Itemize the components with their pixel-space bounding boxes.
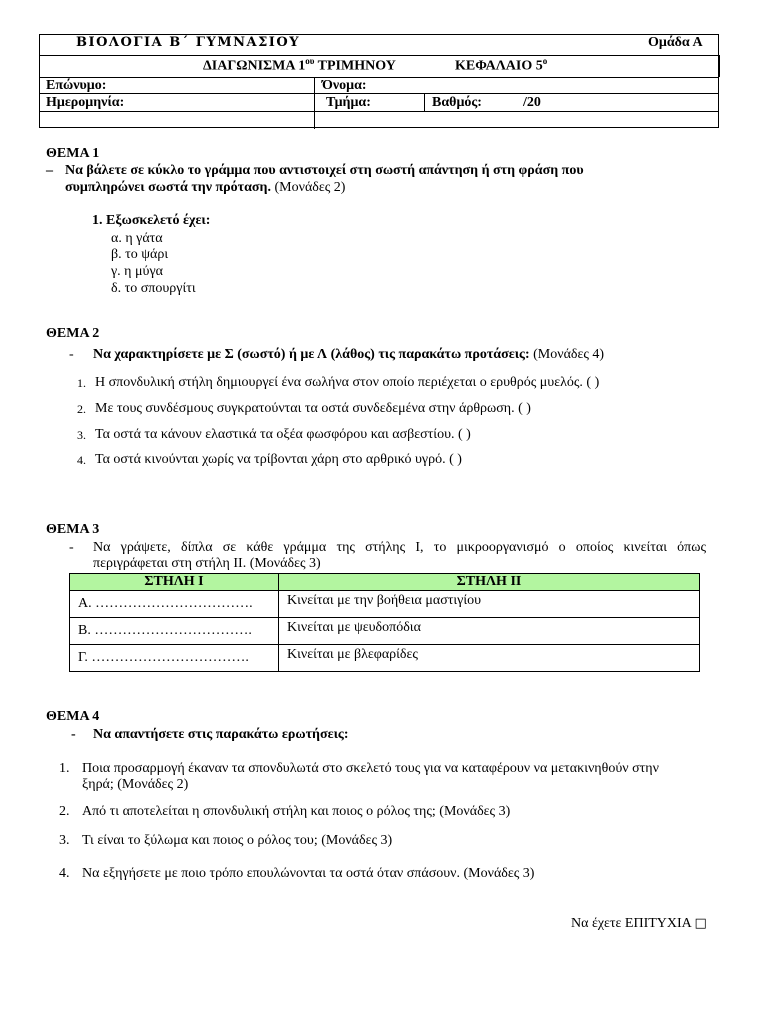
column-header: ΣΤΗΛΗ ΙΙ <box>279 574 700 591</box>
grade-label: Βαθμός: <box>432 95 482 110</box>
theme1-points: (Μονάδες 2) <box>271 180 346 195</box>
chapter-sup: ο <box>542 56 548 66</box>
option-item: α. η γάτα <box>111 231 163 246</box>
theme4-title: ΘΕΜΑ 4 <box>46 709 100 724</box>
table-cell: Κινείται με ψευδοπόδια <box>279 618 700 645</box>
surname-label: Επώνυμο: <box>46 78 107 93</box>
list-number: 1. <box>59 761 70 776</box>
theme2-dash: - <box>69 347 74 362</box>
theme4-dash: - <box>71 727 76 742</box>
theme2-instruction-text: Να χαρακτηρίσετε με Σ (σωστό) ή με Λ (λάθος) τις παρακάτω προτάσεις: <box>93 347 530 362</box>
theme3-title: ΘΕΜΑ 3 <box>46 522 100 537</box>
test-title <box>203 56 396 75</box>
theme2-points: (Μονάδες 4) <box>529 347 605 362</box>
smiley-icon: □ <box>694 916 707 931</box>
option-item: γ. η μύγα <box>111 264 163 279</box>
chapter-text: ΚΕΦΑΛΑΙΟ 5 <box>455 58 543 74</box>
option-item: δ. το σπουργίτι <box>111 281 196 296</box>
theme1-title: ΘΕΜΑ 1 <box>46 146 100 161</box>
list-number: 3. <box>59 833 70 848</box>
option-item: β. το ψάρι <box>111 247 169 262</box>
theme2-title: ΘΕΜΑ 2 <box>46 326 100 341</box>
divider <box>718 55 720 77</box>
question-item: Ποια προσαρμογή έκαναν τα σπονδυλωτά στο σκελετό τους για να καταφέρουν να μετακινηθούν στην <box>82 761 659 776</box>
table-row <box>70 591 700 618</box>
footer-wish-text: Να έχετε ΕΠΙΤΥΧΙΑ <box>571 916 692 931</box>
statement-item: Η σπονδυλική στήλη δημιουργεί ένα σωλήνα στον οποίο περιέχεται ο ερυθρός μυελός. ( ) <box>95 375 600 390</box>
theme2-instruction <box>93 347 604 363</box>
statement-item: Τα οστά τα κάνουν ελαστικά τα οξέα φωσφόρου και ασβεστίου. ( ) <box>95 427 471 442</box>
list-number: 2. <box>77 402 86 416</box>
theme1-instruction: Να βάλετε σε κύκλο το γράμμα που αντιστοιχεί στη σωστή απάντηση ή στη φράση που <box>65 163 584 178</box>
table-row <box>70 618 700 645</box>
theme1-instruction-end: συμπληρώνει σωστά την πρόταση. <box>65 180 272 195</box>
statement-item: Με τους συνδέσμους συγκρατούνται τα οστά συνδεδεμένα στην άρθρωση. ( ) <box>95 401 531 416</box>
divider <box>314 77 315 129</box>
table-row <box>70 645 700 672</box>
footer-wish <box>571 916 707 932</box>
divider <box>40 77 718 78</box>
theme3-instruction: Να γράψετε, δίπλα σε κάθε γράμμα της στήλης Ι, το μικροοργανισμό ο οποίος κινείται όπως <box>93 540 706 555</box>
date-label: Ημερομηνία: <box>46 95 125 110</box>
theme1-instruction-line2 <box>65 180 345 196</box>
divider <box>40 111 718 112</box>
statement-item: Τα οστά κινούνται χωρίς να τρίβονται χάρη στο αρθρικό υγρό. ( ) <box>95 452 462 467</box>
question-item: Από τι αποτελείται η σπονδυλική στήλη και ποιος ο ρόλος της; (Μονάδες 3) <box>82 804 511 819</box>
question-item: Να εξηγήσετε με ποιο τρόπο επουλώνονται τα οστά όταν σπάσουν. (Μονάδες 3) <box>82 866 535 881</box>
theme3-dash: - <box>69 540 74 555</box>
grade-total: /20 <box>523 95 541 110</box>
group-label: Ομάδα Α <box>648 35 703 50</box>
theme1-question: 1. Εξωσκελετό έχει: <box>92 213 211 228</box>
list-number: 4. <box>59 866 70 881</box>
divider <box>40 93 718 94</box>
matching-table <box>69 573 700 672</box>
table-cell: Β. ……………………………. <box>70 618 279 645</box>
name-label: Όνομα: <box>322 78 367 93</box>
table-cell: Κινείται με την βοήθεια μαστιγίου <box>279 591 700 618</box>
chapter-title <box>455 56 547 75</box>
test-title-suffix: ΤΡΙΜΗΝΟΥ <box>314 58 396 74</box>
list-number: 3. <box>77 428 86 442</box>
class-label: Τμήμα: <box>326 95 371 110</box>
question-item-line2: ξηρά; (Μονάδες 2) <box>82 777 189 792</box>
table-header-row <box>70 574 700 591</box>
test-title-text: ΔΙΑΓΩΝΙΣΜΑ 1 <box>203 58 306 74</box>
theme4-instruction: Να απαντήσετε στις παρακάτω ερωτήσεις: <box>93 727 349 742</box>
test-title-sup: ου <box>305 56 315 66</box>
list-number: 4. <box>77 453 86 467</box>
column-header: ΣΤΗΛΗ Ι <box>70 574 279 591</box>
theme1-dash: – <box>46 163 53 178</box>
list-number: 2. <box>59 804 70 819</box>
subject-title: ΒΙΟΛΟΓΙΑ Β΄ ΓΥΜΝΑΣΙΟΥ <box>76 35 300 50</box>
divider <box>424 93 425 111</box>
question-item: Τι είναι το ξύλωμα και ποιος ο ρόλος του; (Μονάδες 3) <box>82 833 393 848</box>
table-cell: Γ. ……………………………. <box>70 645 279 672</box>
list-number: 1. <box>77 376 86 390</box>
theme3-instruction-line2: περιγράφεται στη στήλη ΙΙ. (Μονάδες 3) <box>93 556 321 571</box>
table-cell: Κινείται με βλεφαρίδες <box>279 645 700 672</box>
table-cell: Α. ……………………………. <box>70 591 279 618</box>
